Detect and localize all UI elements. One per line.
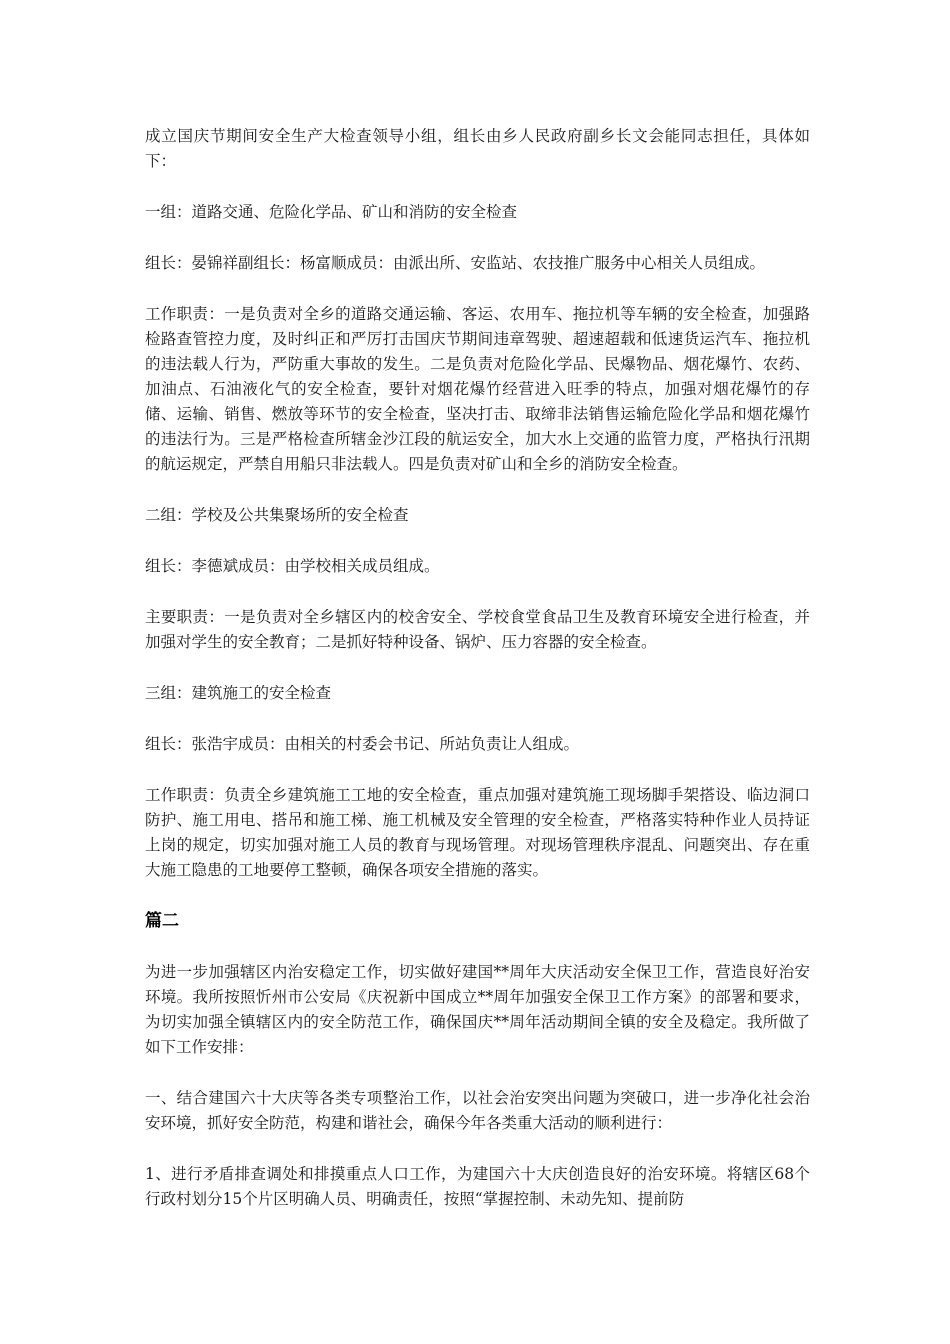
paragraph-section2-item1-1: 1、进行矛盾排查调处和排摸重点人口工作，为建国六十大庆创造良好的治安环境。将辖区68个行政村划分15个片区明确人员、明确责任，按照“掌握控制、未动先知、提前防 [145,1165,810,1208]
paragraph-group2-members: 组长：李德斌成员：由学校相关成员组成。 [145,557,440,575]
section-heading: 篇二 [145,911,179,931]
paragraph-group1-members: 组长：晏锦祥副组长：杨富顺成员：由派出所、安监站、农技推广服务中心相关人员组成。 [145,254,766,272]
paragraph-intro: 成立国庆节期间安全生产大检查领导小组，组长由乡人民政府副乡长文会能同志担任，具体如下： [145,127,810,170]
paragraph-group3-duties: 工作职责：负责全乡建筑施工工地的安全检查，重点加强对建筑施工现场脚手架搭设、临边洞口防护、施工用电、搭吊和施工梯、施工机械及安全管理的安全检查，严格落实特种作业人员持证上岗的规定，切实加强对施工人员的教育与现场管理。对现场管理秩序混乱、问题突出、存在重大施工隐患的工地要停工整顿，确保各项安全措施的落实。 [145,786,810,879]
paragraph-group3-title: 三组：建筑施工的安全检查 [145,684,332,702]
paragraph-section2-item1: 一、结合建国六十大庆等各类专项整治工作，以社会治安突出问题为突破口，进一步净化社会治安环境，抓好安全防范，构建和谐社会，确保今年各类重大活动的顺利进行： [145,1089,810,1132]
paragraph-group2-title: 二组：学校及公共集聚场所的安全检查 [145,506,409,524]
paragraph-section2-intro: 为进一步加强辖区内治安稳定工作，切实做好建国**周年大庆活动安全保卫工作，营造良好治安环境。我所按照忻州市公安局《庆祝新中国成立**周年加强安全保卫工作方案》的部署和要求，为切实加强全镇辖区内的安全防范工作，确保国庆**周年活动期间全镇的安全及稳定。我所做了如下工作安排： [145,963,810,1056]
paragraph-group1-duties: 工作职责：一是负责对全乡的道路交通运输、客运、农用车、拖拉机等车辆的安全检查，加强路检路查管控力度，及时纠正和严厉打击国庆节期间违章驾驶、超速超载和低速货运汽车、拖拉机的违法载人行为，严防重大事故的发生。二是负责对危险化学品、民爆物品、烟花爆竹、农药、加油点、石油液化气的安全检查，要针对烟花爆竹经营进入旺季的特点，加强对烟花爆竹的存储、运输、销售、燃放等环节的安全检查，坚决打击、取缔非法销售运输危险化学品和烟花爆竹的违法行为。三是严格检查所辖金沙江段的航运安全，加大水上交通的监管力度，严格执行汛期的航运规定，严禁自用船只非法载人。四是负责对矿山和全乡的消防安全检查。 [145,305,810,473]
paragraph-group1-title: 一组：道路交通、危险化学品、矿山和消防的安全检查 [145,203,518,221]
document-body [145,124,810,1238]
paragraph-group2-duties: 主要职责：一是负责对全乡辖区内的校舍安全、学校食堂食品卫生及教育环境安全进行检查，并加强对学生的安全教育；二是抓好特种设备、锅炉、压力容器的安全检查。 [145,608,810,651]
paragraph-group3-members: 组长：张浩宇成员：由相关的村委会书记、所站负责让人组成。 [145,735,580,753]
